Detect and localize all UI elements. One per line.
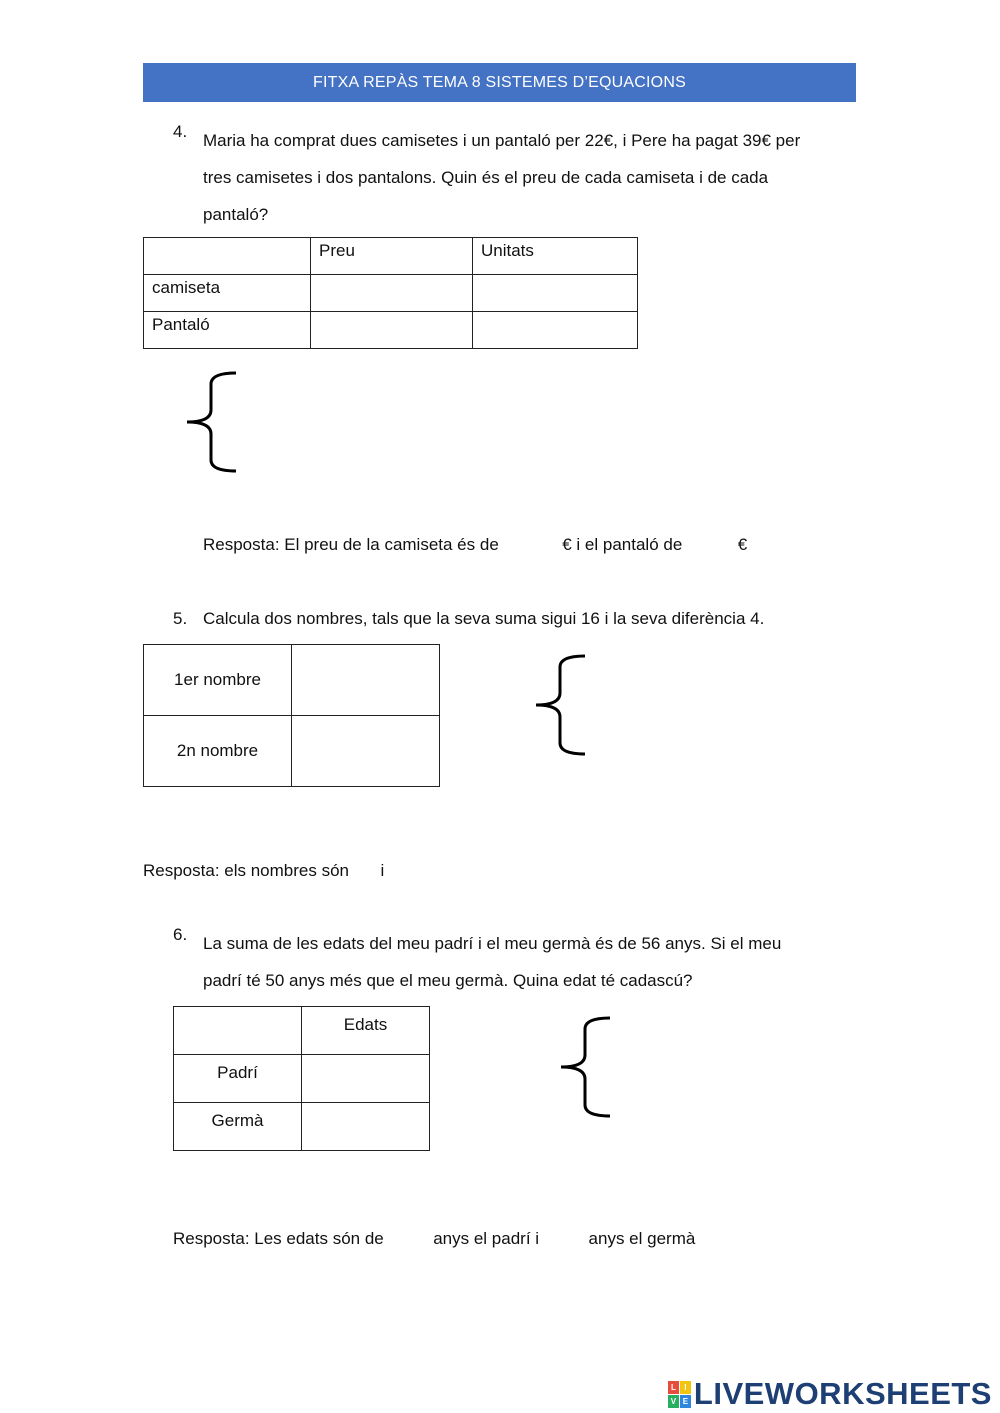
answer-prefix: Resposta: El preu de la camiseta és de <box>203 535 499 554</box>
answer-prefix: Resposta: Les edats són de <box>173 1229 384 1248</box>
answer-mid: anys el padrí i <box>433 1229 540 1248</box>
logo-text: LIVEWORKSHEETS <box>693 1376 992 1411</box>
table-header-row <box>144 238 638 275</box>
answer-prefix: Resposta: els nombres són <box>143 861 349 880</box>
question-4-answer <box>203 535 747 555</box>
answer-cell-pantalo-unitats[interactable] <box>473 312 638 349</box>
question-4-line-2: tres camisetes i dos pantalons. Quin és el preu de cada camiseta i de cada <box>203 168 769 187</box>
row-label-germa: Germà <box>174 1103 302 1151</box>
liveworksheets-logo[interactable] <box>668 1376 992 1412</box>
table-header-cell <box>174 1007 302 1055</box>
table-header-row <box>174 1007 430 1055</box>
question-4-text <box>203 122 800 233</box>
question-5-text: Calcula dos nombres, tals que la seva suma sigui 16 i la seva diferència 4. <box>203 609 765 628</box>
answer-cell-pantalo-preu[interactable] <box>311 312 473 349</box>
table-header-cell <box>144 238 311 275</box>
question-4-table <box>143 237 638 349</box>
answer-suffix: anys el germà <box>588 1229 696 1248</box>
row-label-pantalo: Pantaló <box>144 312 311 349</box>
table-row <box>144 716 440 787</box>
question-5-table <box>143 644 440 787</box>
logo-mark-icon <box>668 1381 691 1408</box>
equation-system-brace <box>183 370 243 474</box>
answer-cell-padri[interactable] <box>302 1055 430 1103</box>
answer-suffix: € <box>737 535 748 554</box>
question-4-number: 4. <box>173 122 188 141</box>
table-row <box>144 645 440 716</box>
question-6-line-1: La suma de les edats del meu padrí i el meu germà és de 56 anys. Si el meu <box>203 934 782 953</box>
row-label-padri: Padrí <box>174 1055 302 1103</box>
table-row <box>144 275 638 312</box>
logo-letter: I <box>680 1381 691 1394</box>
equation-system-brace <box>557 1015 617 1119</box>
worksheet-title: FITXA REPÀS TEMA 8 SISTEMES D’EQUACIONS <box>313 73 686 91</box>
logo-letter: V <box>668 1395 679 1408</box>
question-5-number: 5. <box>173 609 188 628</box>
answer-cell-second-number[interactable] <box>292 716 440 787</box>
worksheet-title-banner <box>143 63 856 102</box>
answer-mid: € i el pantaló de <box>562 535 683 554</box>
answer-cell-first-number[interactable] <box>292 645 440 716</box>
answer-cell-camiseta-preu[interactable] <box>311 275 473 312</box>
equation-system-area-q5[interactable] <box>598 655 858 755</box>
question-4-line-1: Maria ha comprat dues camisetes i un pantaló per 22€, i Pere ha pagat 39€ per <box>203 131 801 150</box>
question-6-text <box>203 925 781 999</box>
question-5-answer <box>143 861 429 881</box>
question-6-number: 6. <box>173 925 188 944</box>
table-row <box>174 1103 430 1151</box>
logo-letter: E <box>680 1395 691 1408</box>
equation-system-brace <box>532 653 592 757</box>
question-6-answer <box>173 1229 695 1249</box>
row-label-second-number: 2n nombre <box>144 716 292 787</box>
row-label-camiseta: camiseta <box>144 275 311 312</box>
question-4-line-3: pantaló? <box>203 205 269 224</box>
table-header-edats: Edats <box>302 1007 430 1055</box>
table-row <box>144 312 638 349</box>
table-header-cell: Preu <box>311 238 473 275</box>
table-row <box>174 1055 430 1103</box>
row-label-first-number: 1er nombre <box>144 645 292 716</box>
question-6-table <box>173 1006 430 1151</box>
question-6-line-2: padrí té 50 anys més que el meu germà. Quina edat té cadascú? <box>203 971 693 990</box>
answer-cell-germa[interactable] <box>302 1103 430 1151</box>
answer-mid: i <box>380 861 385 880</box>
logo-letter: L <box>668 1381 679 1394</box>
equation-system-area-q6[interactable] <box>622 1017 858 1117</box>
answer-cell-camiseta-unitats[interactable] <box>473 275 638 312</box>
table-header-cell: Unitats <box>473 238 638 275</box>
equation-system-area-q4[interactable] <box>250 372 750 472</box>
